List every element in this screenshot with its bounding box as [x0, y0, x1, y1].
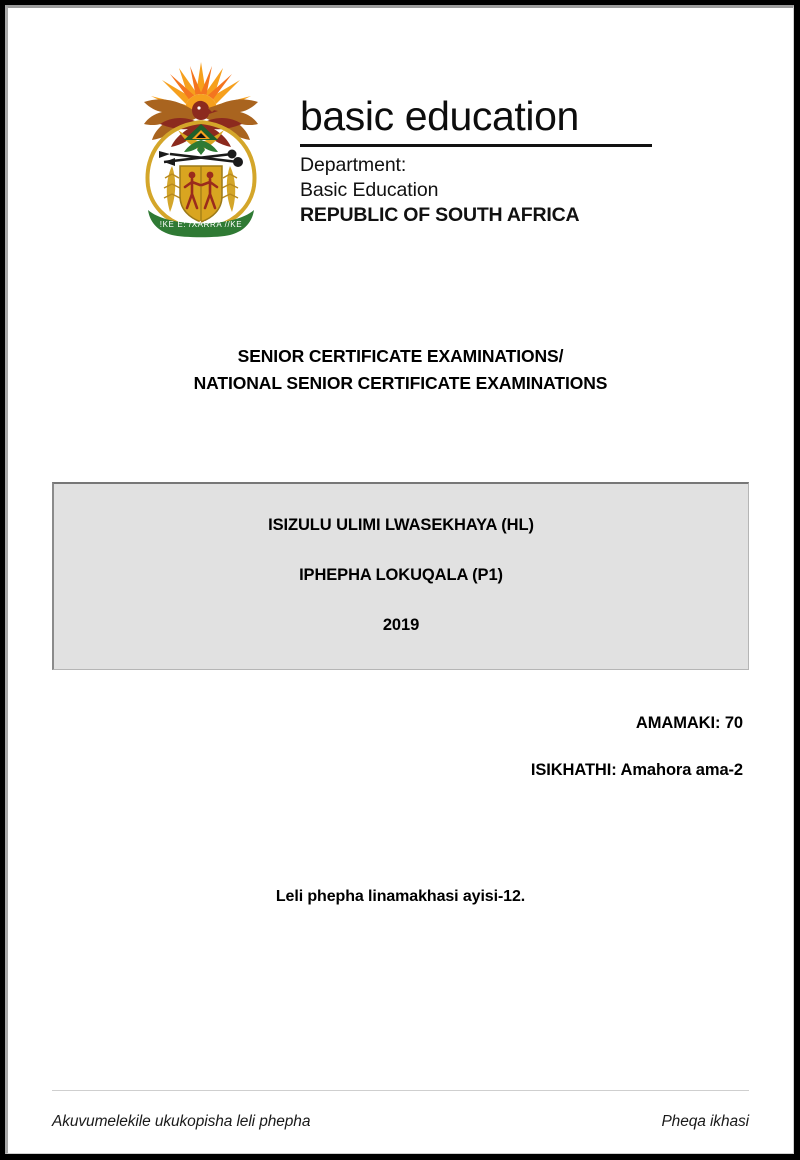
page-count-note: Leli phepha linamakhasi ayisi-12. — [275, 888, 526, 906]
brand-title: basic education — [300, 93, 579, 139]
department-name: Basic Education — [300, 178, 439, 201]
subject-name: ISIZULU ULIMI LWASEKHAYA (HL) — [268, 516, 534, 535]
country-name: REPUBLIC OF SOUTH AFRICA — [300, 204, 580, 227]
exam-meta-block — [52, 714, 749, 780]
department-brand — [300, 54, 652, 228]
exam-duration: ISIKHATHI: Amahora ama-2 — [530, 761, 743, 780]
page-border-frame — [5, 5, 794, 1154]
page-content-sheet — [8, 8, 793, 1153]
copyright-notice: Akuvumelekile ukukopisha leli phepha — [52, 1113, 311, 1130]
department-label: Department: — [300, 153, 407, 176]
paper-number: IPHEPHA LOKUQALA (P1) — [299, 566, 503, 585]
total-marks: AMAMAKI: 70 — [635, 714, 743, 733]
exam-heading-line-1: SENIOR CERTIFICATE EXAMINATIONS/ — [237, 346, 564, 366]
exam-heading — [52, 343, 749, 396]
exam-heading-line-2: NATIONAL SENIOR CERTIFICATE EXAMINATIONS — [193, 372, 608, 393]
coat-of-arms-icon — [126, 54, 276, 239]
turn-over-note: Pheqa ikhasi — [661, 1113, 749, 1130]
page-footer — [52, 1090, 749, 1131]
exam-year: 2019 — [382, 616, 420, 635]
footer-row — [52, 1113, 749, 1131]
coat-of-arms-motto: !KE E: /XARRA //KE — [159, 220, 243, 229]
brand-underline-divider — [300, 144, 652, 147]
footer-divider — [52, 1090, 749, 1091]
subject-info-box — [52, 482, 749, 670]
masthead — [52, 8, 749, 239]
